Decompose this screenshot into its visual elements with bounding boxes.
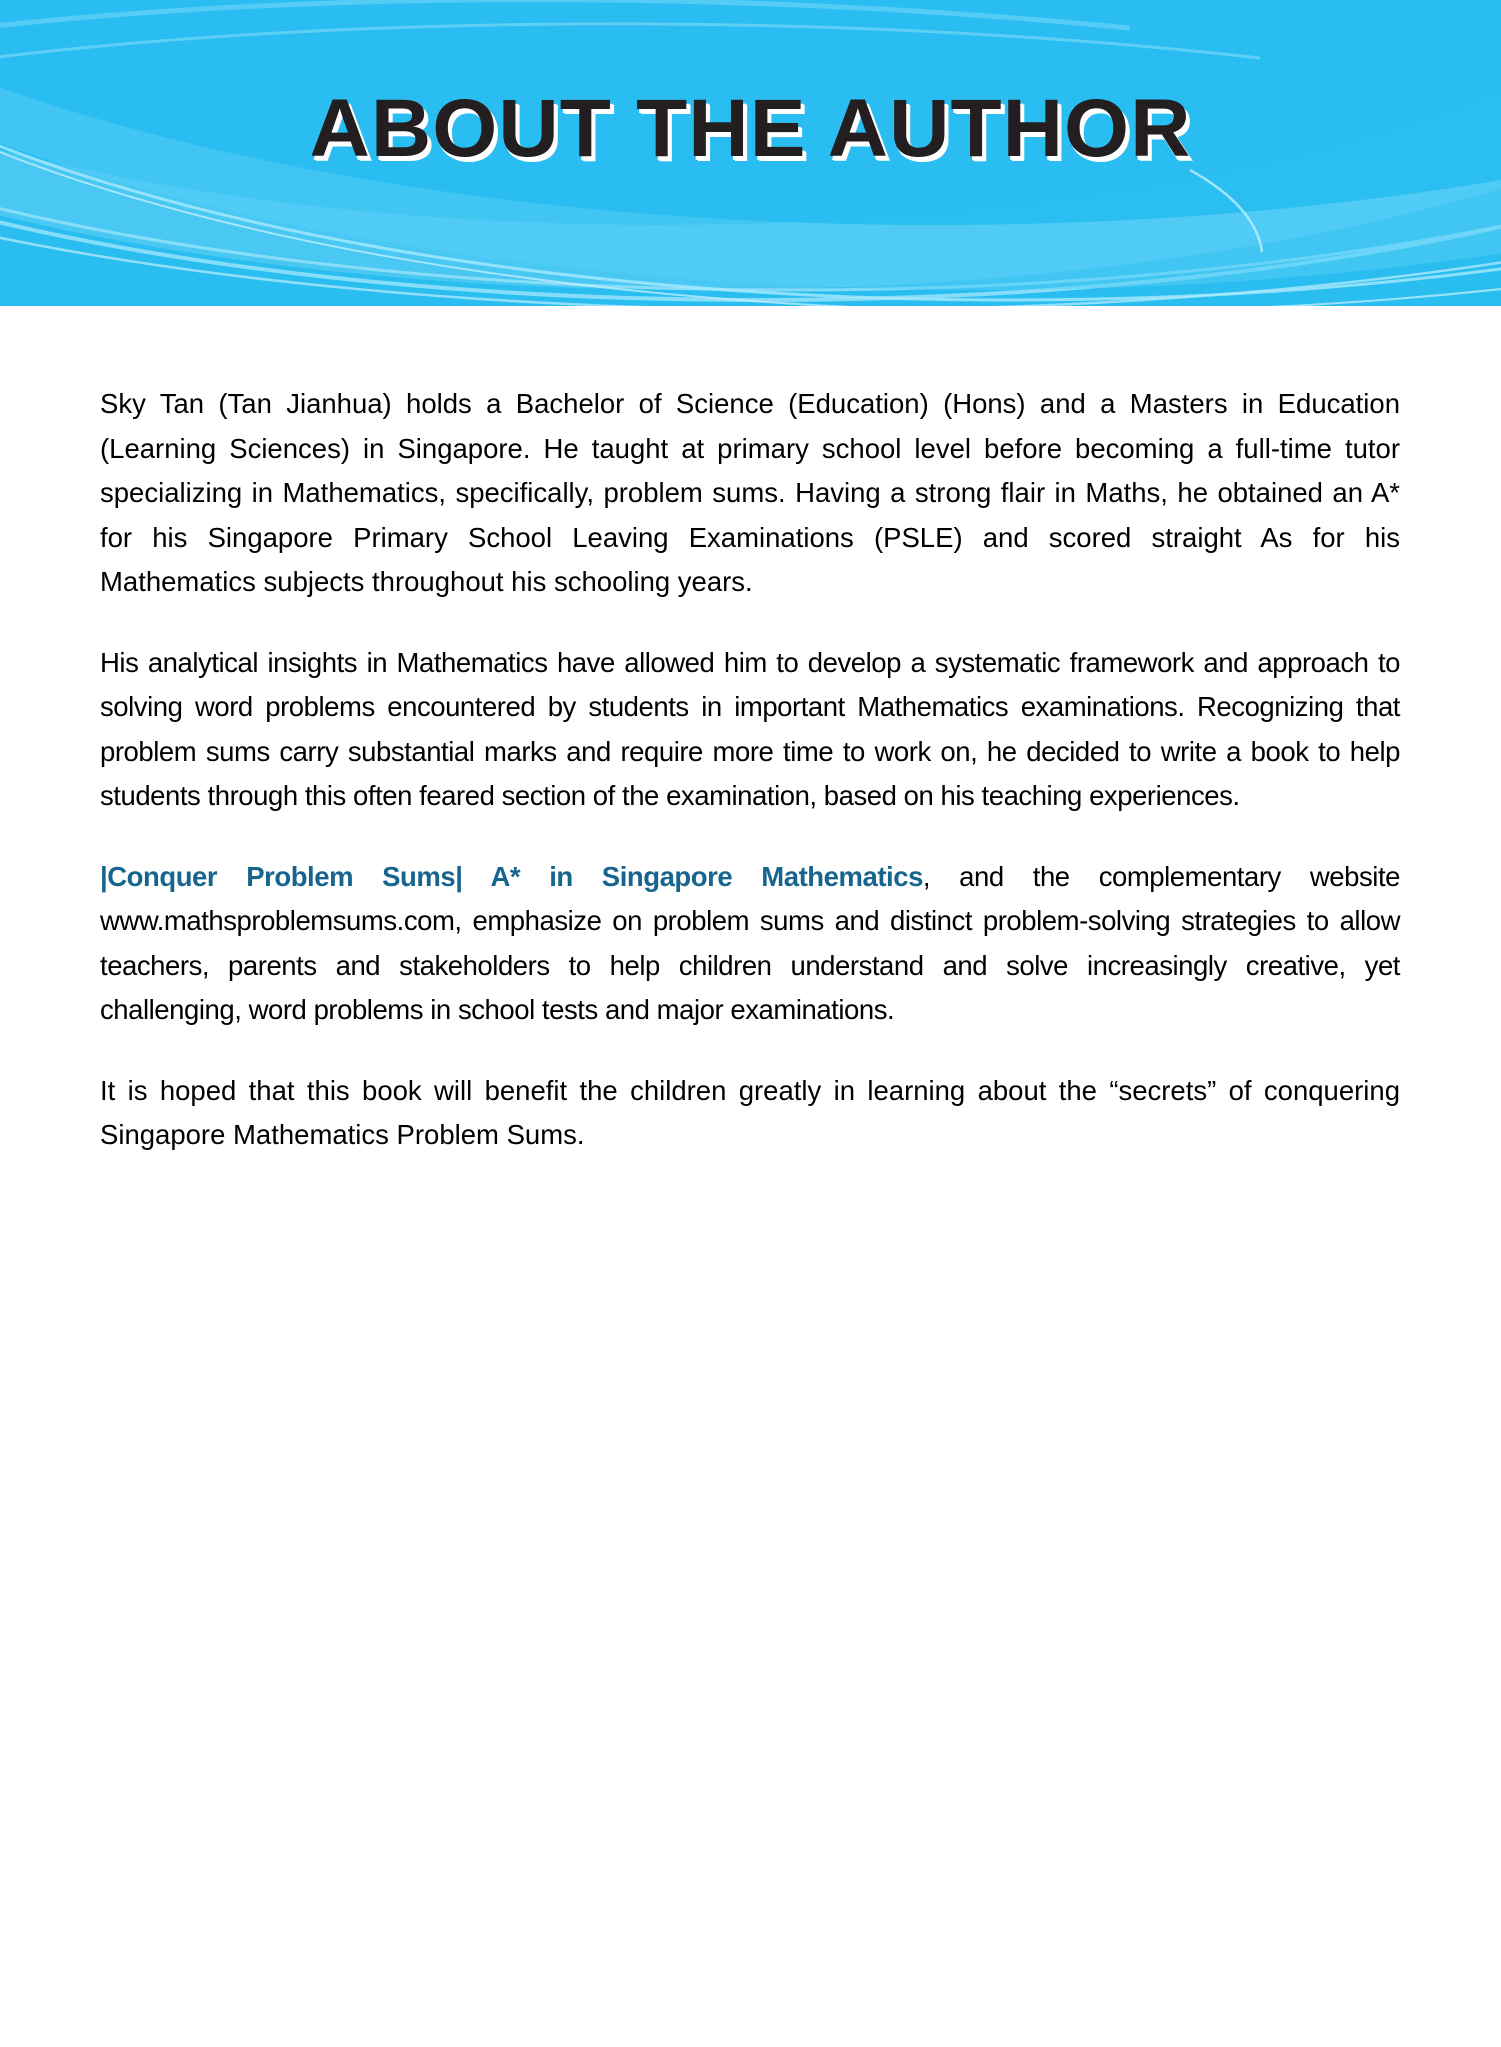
paragraph-book-and-website: [100, 855, 1400, 1033]
paragraph-closing-hope: It is hoped that this book will benefit the children greatly in learning about the “secrets” of conquering Singapore Mathematics Problem Sums.: [100, 1074, 1400, 1150]
page-header-banner: [0, 0, 1501, 306]
page-title: ABOUT THE AUTHOR: [309, 83, 1192, 174]
book-title-highlight: |Conquer Problem Sums| A* in Singapore Mathematics: [100, 860, 923, 892]
paragraph-biography: Sky Tan (Tan Jianhua) holds a Bachelor of Science (Education) (Hons) and a Masters in Education (Learning Sciences) in Singapore. He taught at primary school level before becoming a full-time tutor specializing in Mathematics, specifically, problem sums. Having a strong flair in Maths, he obtained an A* for his Singapore Primary School Leaving Examinations (PSLE) and scored straight As for his Mathematics subjects throughout his schooling years.: [100, 388, 1400, 597]
paragraph-book-and-website-rest: , and the complementary website www.mathsproblemsums.com, emphasize on problem sums and distinct problem-solving strategies to allow teachers, parents and stakeholders to help children understand and solve increasingly creative, yet challenging, word problems in school tests and major examinations.: [100, 860, 1400, 1025]
about-the-author-body: [100, 382, 1400, 1158]
paragraph-analytical-insights: His analytical insights in Mathematics have allowed him to develop a systematic framework and approach to solving word problems encountered by students in important Mathematics examinations. Recognizing that problem sums carry substantial marks and require more time to work on, he decided to write a book to help students through this often feared section of the examination, based on his teaching experiences.: [100, 646, 1400, 811]
